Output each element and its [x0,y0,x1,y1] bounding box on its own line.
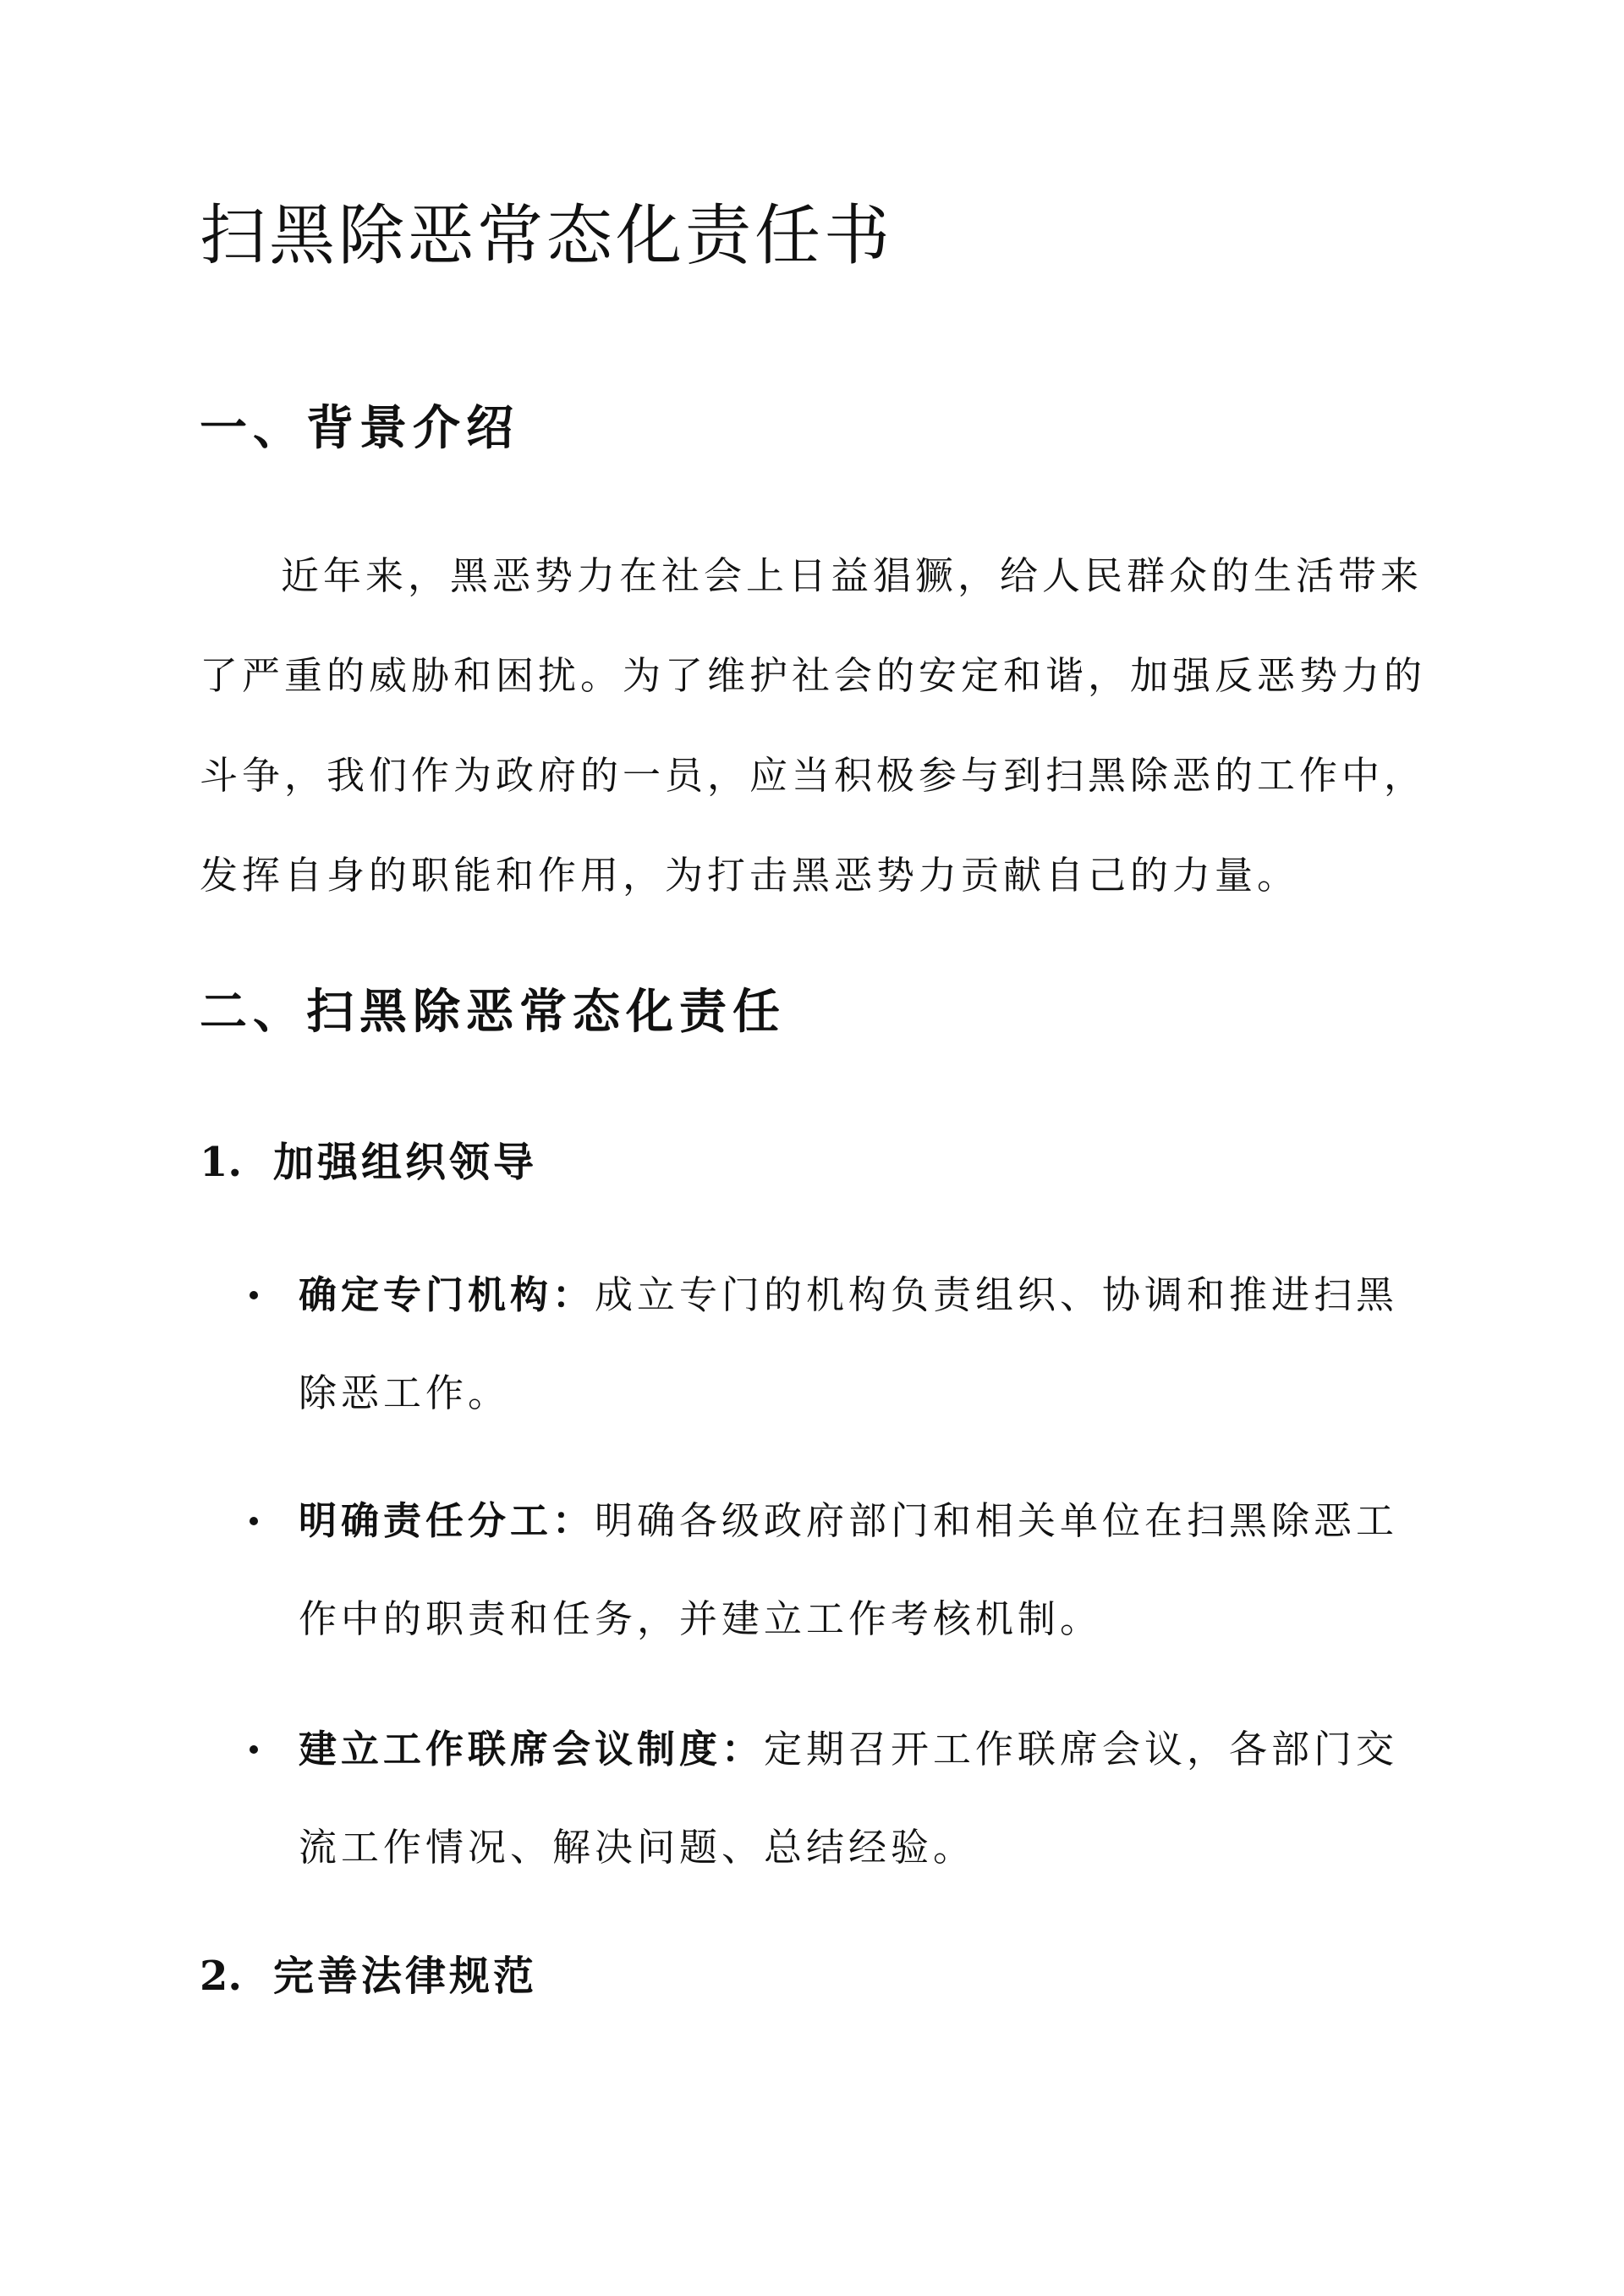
bullet-dot-icon [250,1745,258,1754]
section-heading-responsibilities: 二、扫黑除恶常态化责任 [200,984,786,1040]
paragraph-line: 了严重的威胁和困扰。为了维护社会的安定和谐，加强反恶势力的 [200,653,1427,698]
paragraph-line: 近年来，黑恶势力在社会上日益猖獗，给人民群众的生活带来 [281,553,1424,598]
document-title: 扫黑除恶常态化责任书 [200,198,894,274]
subsection-number: 2. [200,1953,243,2000]
list-item-text [299,1246,1398,1442]
bullet-dot-icon [250,1291,258,1299]
list-item-line [299,1246,1398,1344]
list-item-body: 定期召开工作联席会议，各部门交 [764,1727,1399,1771]
bullet-dot-icon [250,1517,258,1525]
subsection-number: 1. [200,1139,243,1186]
subsection-heading-organization-leadership [0,1133,1624,1192]
section-heading-background: 一、背景介绍 [200,400,519,456]
paragraph-line: 发挥自身的职能和作用，为打击黑恶势力贡献自己的力量。 [200,853,1300,898]
list-item-text [299,1472,1398,1668]
list-item-line [299,1472,1398,1570]
list-item-body: 明确各级政府部门和相关单位在扫黑除恶工 [595,1498,1399,1543]
background-paragraph [200,526,1426,926]
list-item [0,1246,1624,1442]
list-item-line [299,1700,1398,1799]
list-item-line: 作中的职责和任务，并建立工作考核机制。 [299,1596,1103,1641]
list-item-label: 确定专门机构： [299,1272,595,1317]
list-item-label: 明确责任分工： [299,1498,595,1543]
list-item-line: 流工作情况、解决问题、总结经验。 [299,1825,976,1870]
paragraph-line: 斗争，我们作为政府的一员，应当积极参与到扫黑除恶的工作中， [200,753,1427,798]
list-item-text [299,1700,1398,1897]
list-item-line: 除恶工作。 [299,1370,511,1415]
list-item-label: 建立工作联席会议制度： [299,1727,765,1771]
list-item [0,1700,1624,1897]
subsection-title: 加强组织领导 [273,1139,538,1186]
list-item-body: 成立专门的机构负责组织、协调和推进扫黑 [595,1272,1399,1317]
list-item [0,1472,1624,1668]
subsection-heading-legal-norms [0,1947,1624,2006]
subsection-title: 完善法律规范 [273,1953,538,2000]
